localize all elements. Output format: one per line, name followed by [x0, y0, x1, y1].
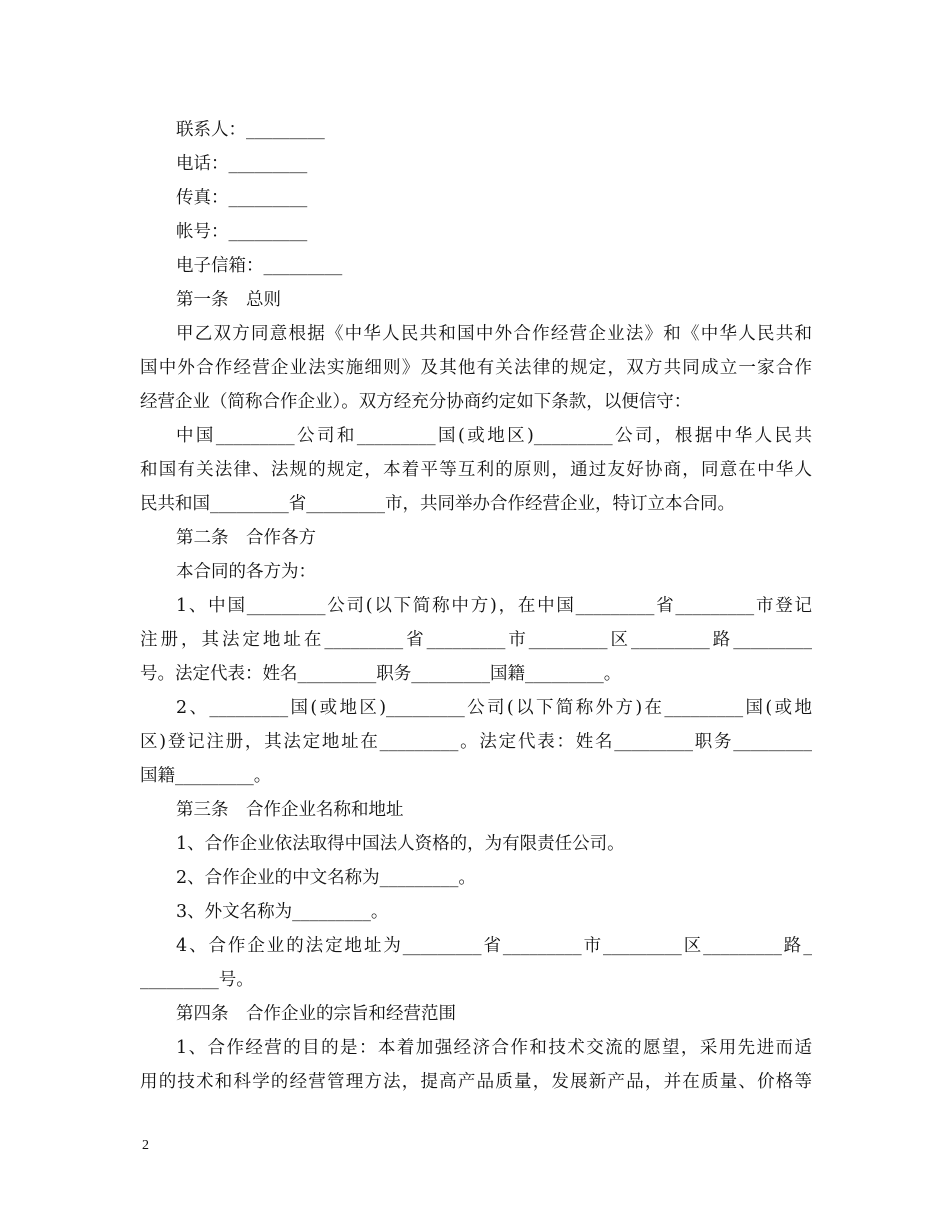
- paragraph-line: 民共和国_________省_________市，共同举办合作经营企业，特订立本合同。: [140, 494, 735, 514]
- paragraph-line: 甲乙双方同意根据《中华人民共和国中外合作经营企业法》和《中华人民共和: [176, 324, 812, 344]
- article-3-heading: 第三条 合作企业名称和地址: [176, 800, 404, 820]
- paragraph-line: 2、合作企业的中文名称为_________。: [176, 868, 476, 888]
- fax-line: 传真：_________: [176, 188, 308, 208]
- paragraph-line: 经营企业（简称合作企业）。双方经充分协商约定如下条款，以便信守：: [140, 392, 692, 412]
- article-2-heading: 第二条 合作各方: [176, 528, 316, 548]
- paragraph-line: 本合同的各方为：: [176, 562, 316, 582]
- page-number: 2: [142, 1138, 149, 1153]
- contact-person-line: 联系人：_________: [176, 120, 325, 140]
- article-1-heading: 第一条 总则: [176, 290, 281, 310]
- paragraph-line: 国籍_________。: [140, 766, 272, 786]
- phone-line: 电话：_________: [176, 154, 308, 174]
- paragraph-line: 1、合作经营的目的是：本着加强经济合作和技术交流的愿望，采用先进而适: [176, 1038, 812, 1058]
- paragraph-line: _________号。: [140, 970, 254, 990]
- paragraph-line: 用的技术和科学的经营管理方法，提高产品质量，发展新产品，并在质量、价格等: [140, 1072, 812, 1092]
- paragraph-line: 和国有关法律、法规的规定，本着平等互利的原则，通过友好协商，同意在中华人: [140, 460, 812, 480]
- paragraph-line: 号。法定代表：姓名_________职务_________国籍_________。: [140, 664, 622, 684]
- document-body: [140, 113, 812, 1099]
- paragraph-line: 1、合作企业依法取得中国法人资格的，为有限责任公司。: [176, 834, 625, 854]
- paragraph-line: 国中外合作经营企业法实施细则》及其他有关法律的规定，双方共同成立一家合作: [140, 358, 812, 378]
- paragraph-line: 4、合作企业的法定地址为_________省_________市_________区_________路_: [176, 936, 812, 956]
- email-line: 电子信箱：_________: [176, 256, 343, 276]
- paragraph-line: 1、中国_________公司(以下简称中方)，在中国_________省_________市登记: [176, 596, 812, 616]
- paragraph-line: 区)登记注册，其法定地址在_________。法定代表：姓名_________职务_________: [140, 732, 812, 752]
- article-4-heading: 第四条 合作企业的宗旨和经营范围: [176, 1004, 456, 1024]
- account-line: 帐号：_________: [176, 222, 308, 242]
- paragraph-line: 3、外文名称为_________。: [176, 902, 389, 922]
- paragraph-line: 中国_________公司和_________国(或地区)_________公司，根据中华人民共: [176, 426, 812, 446]
- paragraph-line: 注册，其法定地址在_________省_________市_________区_________路_________: [140, 630, 812, 650]
- paragraph-line: 2、_________国(或地区)_________公司(以下简称外方)在_________国(或地: [176, 698, 812, 718]
